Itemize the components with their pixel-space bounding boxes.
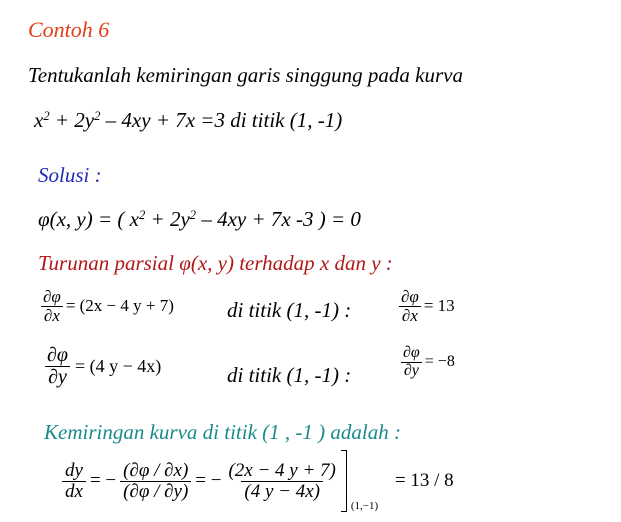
- page-title: Contoh 6: [28, 17, 110, 42]
- partial-derivatives-heading: Turunan parsial φ(x, y) terhadap x dan y :: [38, 251, 393, 275]
- partial-x-result: $\frac{\partial\varphi}{\partial x}$ = 13: [398, 288, 459, 325]
- partial-y-result: $\frac{\partial\varphi}{\partial y}$ = −8: [400, 345, 459, 380]
- expression-ratio-fraction: $\frac{(2x - 4 y + 7)}{(4 y - 4x)}$: [228, 459, 336, 502]
- dy-dx-fraction: $\frac{dy}{dx}$: [62, 461, 86, 502]
- partial-x-at-point: di titik (1, -1) :: [227, 298, 352, 322]
- slope-equation: $\frac{dy}{dx}$ = − $\frac{(\partial\varphi / \partial x)}{(\partial\varphi / \partial y)}$ = − $\frac{(2x - 4 y + 7)}{(4 y - 4x)}$ (1,−1) = 13 / 8: [62, 450, 458, 512]
- slope-result: = 13 / 8: [394, 470, 454, 491]
- partial-x-row: [40, 288, 178, 325]
- partial-x-expression: = (2x − 4 y + 7): [65, 296, 174, 316]
- solution-label: Solusi :: [38, 163, 102, 187]
- phi-definition: φ(x, y) = ( $x^2 + 2y^2 - 4xy + 7x$ -3 ) = 0: [38, 207, 361, 231]
- problem-equation: $x^2 + 2y^2 - 4xy + 7x =3$ di titik (1, -1): [34, 108, 343, 132]
- partial-y-at-point: di titik (1, -1) :: [227, 363, 352, 387]
- evaluation-bracket: [341, 450, 379, 512]
- evaluation-point: (1,−1): [350, 500, 379, 512]
- partial-y-expression: = (4 y − 4x): [74, 356, 162, 376]
- problem-statement: Tentukanlah kemiringan garis singgung pada kurva: [28, 63, 463, 87]
- slope-heading: Kemiringan kurva di titik (1 , -1 ) adalah :: [44, 420, 401, 444]
- partial-y-fraction: $\frac{\partial\varphi}{\partial y}$: [47, 344, 68, 388]
- partial-ratio-fraction: $\frac{(\partial\varphi / \partial x)}{(\partial\varphi / \partial y)}$: [120, 461, 191, 502]
- partial-y-row: [44, 345, 165, 388]
- partial-x-fraction: $\frac{\partial\varphi}{\partial x}$: [40, 288, 64, 325]
